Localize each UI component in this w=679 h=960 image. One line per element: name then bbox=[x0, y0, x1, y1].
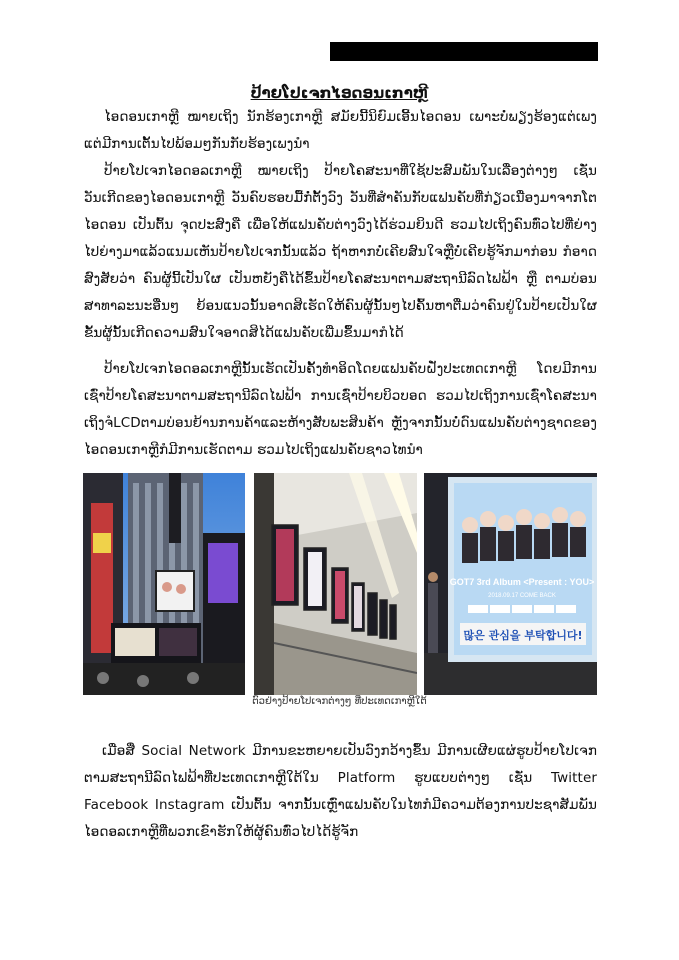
page-title: ປ້າຍໂປເຈກໄອດອນເກາຫຼີ bbox=[250, 84, 429, 102]
paragraph-3: ປ້າຍໂປເຈກໄອດອລເກາຫຼີນັ້ນເຮັດເປັນຄັ້ງທຳອິດໂດຍແຟນຄັບຝັ່ງປະເທດເກາຫຼີ ໂດຍມີການເຊົ່າປ້າຍໂຄສະນາຕາມສະຖານີລົດໄຟຟ້າ ການເຊົ່າປ້າຍບິວບອດ ຮວມໄປເຖິງການເຊົ່າໂຄສະນາເຖິງຈໍLCDຕາມບ່ອນຍ້ານການຄ້າແລະຫ້າງສັບພະສິນຄ້າ ຫຼັງຈາກນັ້ນບໍ່ດົນແຟນຄັບຕ່າງຊາດຂອງໄອດອນເກາຫຼີກໍມີການເຮັດຕາມ ຮວມໄປເຖິງແຟນຄັບຊາວໄທນຳ bbox=[84, 361, 597, 458]
poster-korean-text: 많은 관심을 부탁합니다! bbox=[463, 629, 583, 642]
paragraph-2: ປ້າຍໂປເຈກໄອດອລເກາຫຼີ ໝາຍເຖິງ ປ້າຍໂຄສະນາທີ່ໃຊ້ປະສົມພັນໃນເລື່ອງຕ່າງໆ ເຊັ່ນ ວັນເກີດຂອງໄອດອນເກາຫຼີ ວັນຄົບຮອບມື້ກໍ່ຕັ້ງວົງ ວັນທີ່ສຳຄັນກັບແຟນຄັບທີ່ກ່ຽວເນື່ອງມາຈາກໂຕໄອດອນ ເປັນຕົ້ນ ຈຸດປະສົງຄື ເພື່ອໃຫ້ແຟນຄັບຕ່າງວົງໄດ້ຮ່ວມຍິນດີ ຮວມໄປເຖິງຄົນທົ່ວໄປທີ່ຍ່າງໄປຍ່າງມາແລ້ວແນມເຫັນປ້າຍໂປເຈກນັ້ນແລ້ວ ຖ້າຫາກບໍ່ເຄີຍສົນໃຈຫຼືບໍ່ເຄີຍຮູ້ຈັກມາກ່ອນ ກໍອາດສົງສັຍວ່າ ຄົນຜູ້ນີ້ເປັນໃຜ ເປັນຫຍັງຄືໄດ້ຂຶ້ນປ້າຍໂຄສະນາຕາມສະຖານີລົດໄຟຟ້າ ຫຼື ຕາມບ່ອນສາທາລະນະອື່ນໆ ຍ້ອນແນວນັ້ນອາດສິເຮັດໃຫ້ຄົນຜູ້ນັ້ນໆໄປຄົ້ນຫາຕື່ມວ່າຄົນຢູ່ໃນປ້າຍເປັນໃຜ ຂັ້ນຜູ້ນັ້ນເກີດຄວາມສົນໃຈອາດສິໄດ້ແຟນຄັບເພີ່ມຂຶ້ນມາກໍໄດ້ bbox=[84, 163, 597, 341]
times-square-billboard-photo bbox=[83, 473, 245, 695]
redaction-bar bbox=[330, 42, 598, 61]
subway-corridor-ads-photo bbox=[254, 473, 417, 695]
got7-present-you-billboard-photo bbox=[424, 473, 597, 695]
figure-caption: ຕົວຢ່າງປ້າຍໂປເຈກຕ່າງໆ ທີ່ປະເທດເກາຫຼີໃຕ້ bbox=[252, 696, 427, 707]
poster-album-text: GOT7 3rd Album <Present : YOU> bbox=[449, 577, 595, 587]
paragraph-4: ເມື່ອສື່ Social Network ມີການຂະຫຍາຍເປັນວົງກວ້າງຂຶ້ນ ມີການເຜີຍແຜ່ຮູບປ້າຍໂປເຈກຕາມສະຖານີລົດໄຟຟ້າທີ່ປະເທດເກາຫຼີໃຕ້ໃນ Platform ຮູບແບບຕ່າງໆ ເຊັ່ນ Twitter Facebook Instagram ເປັນຕົ້ນ ຈາກນັ້ນເຫຼົ່າແຟນຄັບໃນໄທກໍມີຄວາມຕ້ອງການປະຊາສັມພັນໄອດອລເກາຫຼີທີ່ພວກເຂົາຮັກໃຫ້ຜູ້ຄົນທົ່ວໄປໄດ້ຮູ້ຈັກ bbox=[84, 743, 597, 840]
paragraph-1: ໄອດອນເກາຫຼີ ໝາຍເຖິງ ນັກຮ້ອງເກາຫຼີ ສມັຍນີ້ນິຍົມເອີ້ນໄອດອນ ເພາະບໍ່ພຽງຮ້ອງແຕ່ເພງ ແຕ່ມີການເຕັ້ນໄປພ້ອມໆກັນກັບຮ້ອງເພງນຳ bbox=[84, 109, 597, 152]
poster-date-text: 2018.09.17 COME BACK bbox=[488, 593, 556, 599]
